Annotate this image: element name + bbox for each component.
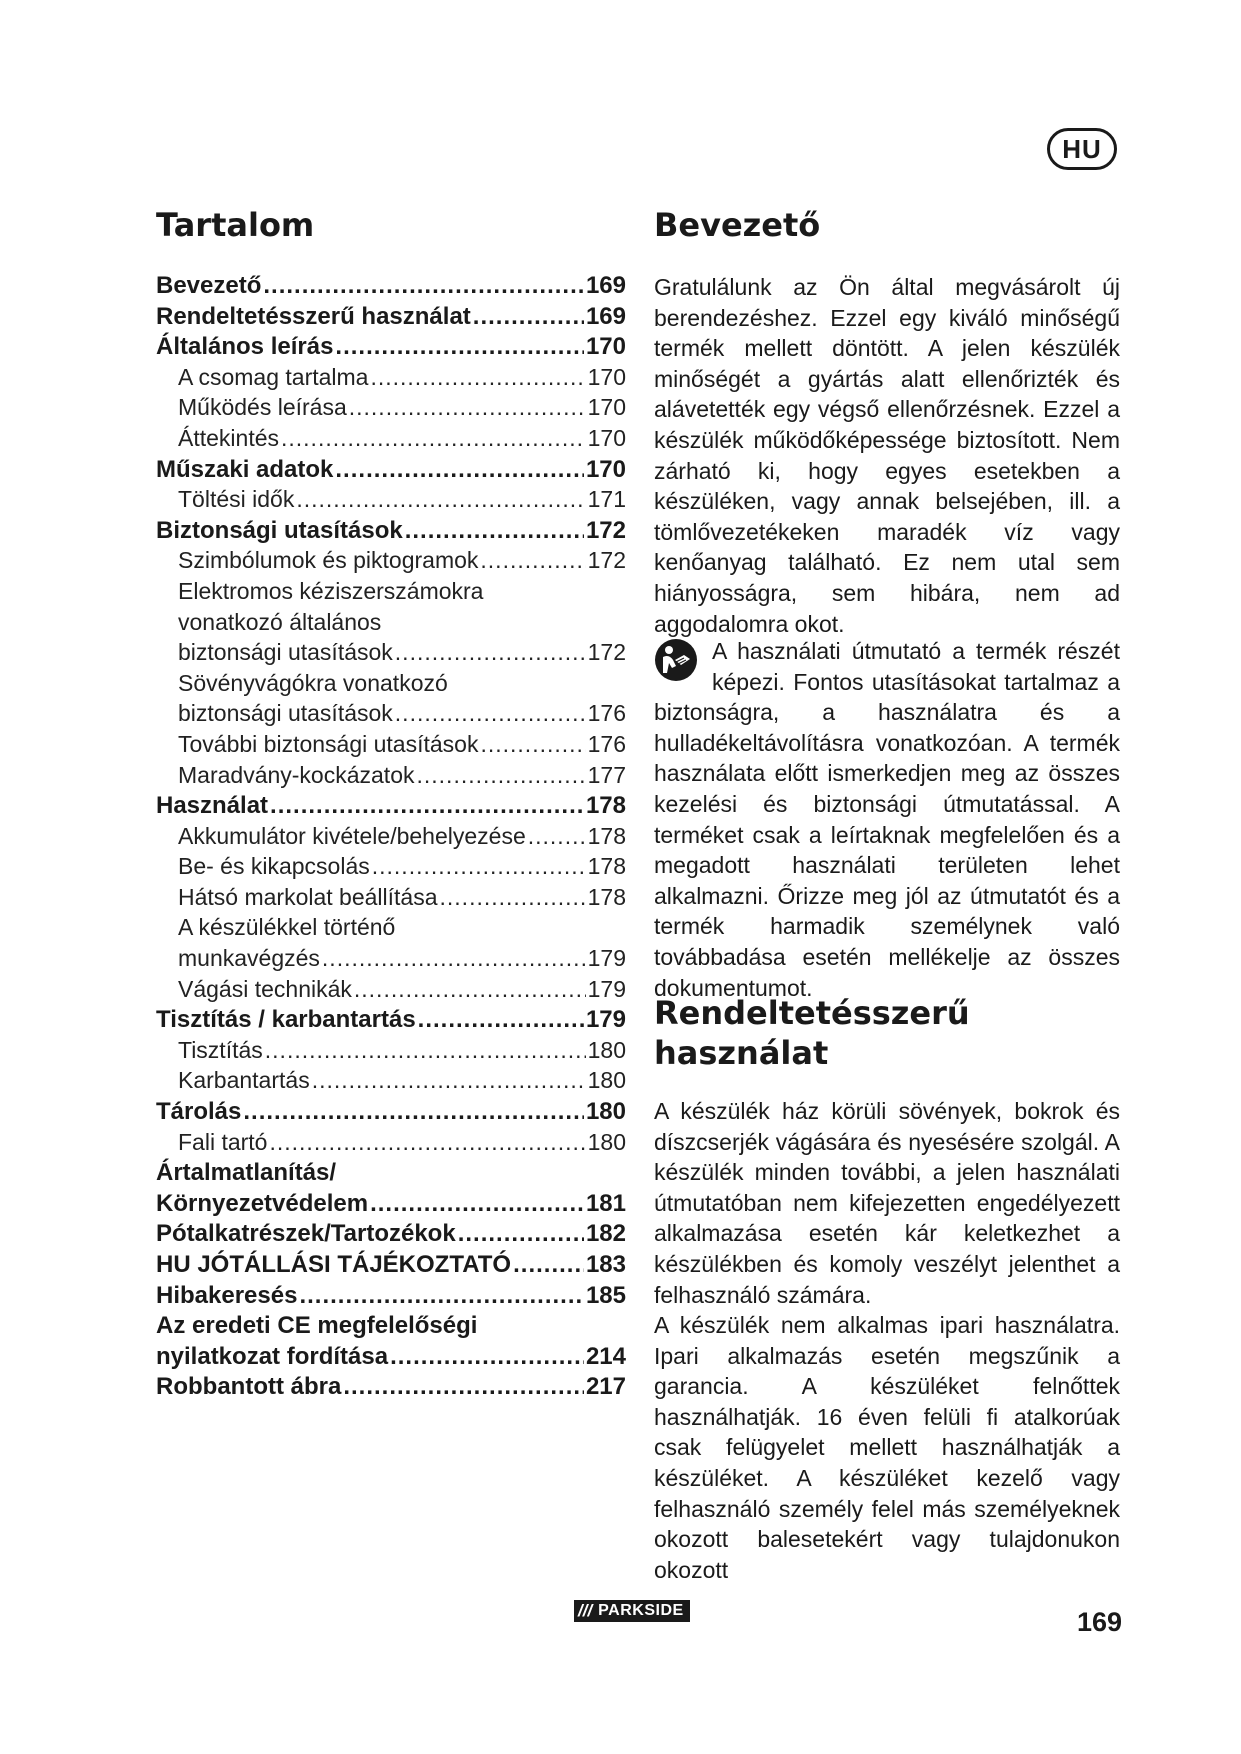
toc-entry [156,547,626,578]
toc-entry-text: Pótalkatrészek/Tartozékok [156,1220,456,1248]
toc-leader-dots [312,1067,586,1094]
toc-entry-page: 178 [587,853,626,880]
toc-entry [156,394,626,425]
toc-leader-dots [395,700,586,727]
toc-entry-text: munkavégzés [178,945,320,972]
toc-entry-page: 180 [587,1067,626,1094]
toc-entry [156,823,626,854]
toc-leader-dots [296,486,585,513]
toc-entry-page: 178 [585,792,626,820]
toc-entry [156,609,626,640]
toc-entry-page: 176 [587,700,626,727]
intended-use-title: Rendeltetésszerű használat [654,994,970,1072]
toc-leader-dots [418,1006,584,1034]
language-badge: HU [1047,128,1117,170]
toc-leader-dots [528,823,586,850]
toc-entry [156,1312,626,1343]
toc-entry-text: biztonsági utasítások [178,700,393,727]
toc-entry [156,914,626,945]
read-manual-icon [654,638,698,682]
toc-leader-dots [243,1098,584,1126]
toc-entry-page: 180 [587,1036,626,1063]
toc-entry-text: Ártalmatlanítás/ [156,1159,337,1187]
intended-use-paragraph-2-text: A készülék nem alkalmas ipari használatra. Ipari alkalmazás esetén megszűnik a garancia. A készüléket felnőttek használhatják. 16 éven felüli fi atalkorúak csak felügyelet mellett használhatják a készüléket. A készüléket kezelő vagy felhasználó személy felel más személyeknek okozott balesetekért vagy tulajdonukon okozott [654,1312,1120,1583]
toc-leader-dots [322,945,586,972]
toc-entry-page: 170 [585,455,626,483]
toc-entry [156,578,626,609]
toc-entry [156,1129,626,1160]
toc-leader-dots [480,731,585,758]
toc-entry-page: 170 [587,424,626,451]
toc-entry [156,884,626,915]
intended-use-paragraph-1 [654,1096,1120,1310]
toc-entry [156,303,626,334]
toc-entry [156,456,626,487]
toc-entry-text: További biztonsági utasítások [178,730,479,757]
toc-entry [156,486,626,517]
toc-entry [156,1037,626,1068]
toc-entry [156,1006,626,1037]
toc-entry-text: Az eredeti CE megfelelőségi [156,1312,478,1340]
toc-entry-text: Karbantartás [178,1067,310,1094]
toc-entry-text: Hátsó markolat beállítása [178,883,438,910]
toc-title: Tartalom [156,206,315,244]
toc-entry-page: 214 [585,1342,626,1370]
toc-entry-page: 217 [585,1373,626,1401]
toc-entry-page: 180 [587,1128,626,1155]
intro-paragraph [654,272,1120,639]
intended-use-paragraph-1-text: A készülék ház körüli sövények, bokrok és díszcserjék vágására és nyesésére szolgál. A készülék minden további, a jelen használati útmutatóban nem kifejezetten engedélyezett alkalmazása esetén kár keletkezhet a készülékben és komoly veszélyt jelenthet a felhasználó számára. [654,1098,1120,1308]
toc-entry-text: Hibakeresés [156,1281,298,1309]
toc-leader-dots [299,1282,584,1310]
toc-entry-text: Tárolás [156,1098,242,1126]
toc-entry [156,364,626,395]
toc-entry-text: Töltési idők [178,486,295,513]
manual-note-text: A használati útmutató a termék részét képezi. Fontos utasításokat tartalmaz a biztonságra, a használatra és a hulladékeltávolításra vonatkozóan. A termék használata előtt ismerkedjen meg az összes kezelési és biztonsági útmutatással. A terméket csak a leírtaknak megfelelően és a megadott használati területen lehet alkalmazni. Őrizze meg jól az útmutatót és a termék harmadik személynek való továbbadása esetén mellékelje az összes dokumentumot. [654,638,1120,1001]
toc-leader-dots [417,762,586,789]
table-of-contents [156,272,626,1404]
intended-use-paragraph-2 [654,1310,1120,1585]
toc-leader-dots [263,272,584,300]
page-number: 169 [1077,1607,1123,1637]
toc-entry-text: Bevezető [156,272,262,299]
toc-entry-text: nyilatkozat fordítása [156,1342,389,1370]
toc-entry-page: 171 [587,486,626,513]
toc-entry [156,976,626,1007]
toc-leader-dots [269,1129,585,1156]
toc-leader-dots [473,303,584,331]
toc-leader-dots [265,1037,586,1064]
toc-entry [156,853,626,884]
toc-entry-text: Műszaki adatok [156,455,334,483]
toc-leader-dots [370,364,585,391]
toc-entry-page: 179 [587,945,626,972]
toc-entry-text: Tisztítás / karbantartás [156,1006,416,1034]
toc-entry-text: Be- és kikapcsolás [178,853,370,880]
toc-entry-text: Áttekintés [178,424,279,451]
toc-entry-page: 170 [587,363,626,390]
toc-entry [156,1282,626,1313]
toc-entry-text: Fali tartó [178,1128,268,1155]
toc-entry-page: 172 [585,516,626,544]
toc-entry-text: Szimbólumok és piktogramok [178,547,479,574]
toc-entry [156,1098,626,1129]
toc-entry-page: 183 [585,1251,626,1278]
toc-leader-dots [513,1251,584,1279]
toc-leader-dots [480,547,585,574]
toc-entry [156,1220,626,1251]
toc-entry-page: 180 [585,1098,626,1126]
toc-leader-dots [343,1373,584,1401]
toc-entry [156,792,626,823]
toc-leader-dots [405,517,584,545]
toc-entry-page: 185 [585,1281,626,1309]
toc-entry-text: Tisztítás [178,1036,263,1063]
toc-leader-dots [440,884,586,911]
toc-leader-dots [390,1343,584,1371]
toc-entry-page: 169 [585,272,626,299]
parkside-logo [574,1600,690,1622]
toc-entry-page: 179 [587,975,626,1002]
intro-title: Bevezető [654,206,821,244]
toc-entry-page: 178 [587,883,626,910]
toc-leader-dots [335,456,584,484]
toc-entry [156,1190,626,1221]
toc-entry [156,517,626,548]
toc-entry-text: vonatkozó általános [178,608,382,635]
toc-leader-dots [458,1220,584,1248]
toc-entry [156,670,626,701]
toc-entry-page: 170 [587,394,626,421]
toc-entry [156,700,626,731]
toc-entry-page: 178 [587,822,626,849]
logo-slashes: /// [574,1600,596,1622]
toc-entry [156,425,626,456]
toc-entry-text: A csomag tartalma [178,363,369,390]
toc-entry-page: 177 [587,761,626,788]
manual-note [654,636,1120,1003]
toc-entry [156,945,626,976]
toc-leader-dots [395,639,586,666]
intro-paragraph-text: Gratulálunk az Ön által megvásárolt új berendezéshez. Ezzel egy kiváló minőségű termék mellett döntött. A jelen készülék minőségét a gyártás alatt ellenőrizték és alávetették egy végső ellenőrzésnek. Ezzel a készülék működőképessége biztosított. Nem zárható ki, hogy egyes esetekben a készüléken, vagy annak belsejében, ill. a tömlővezetékeken maradék víz vagy kenőanyag található. Ez nem utal sem hiányosságra, sem hibára, nem ad aggodalomra okot. [654,274,1120,637]
toc-leader-dots [349,394,586,421]
toc-entry-text: Maradvány-kockázatok [178,761,415,788]
toc-entry-page: 181 [585,1189,626,1217]
toc-entry [156,1159,626,1190]
toc-entry-text: Működés leírása [178,394,347,421]
toc-entry-text: Környezetvédelem [156,1189,369,1217]
toc-entry-text: biztonsági utasítások [178,639,393,666]
toc-leader-dots [281,425,586,452]
toc-entry [156,731,626,762]
toc-leader-dots [354,976,586,1003]
toc-entry [156,1251,626,1282]
toc-entry [156,762,626,793]
toc-entry-text: Akkumulátor kivétele/behelyezése [178,822,526,849]
toc-entry-text: Sövényvágókra vonatkozó [178,669,448,696]
toc-entry [156,333,626,364]
toc-leader-dots [335,333,584,361]
toc-leader-dots [370,1190,584,1218]
toc-entry [156,1373,626,1404]
toc-entry-text: Biztonsági utasítások [156,516,403,544]
toc-leader-dots [372,853,586,880]
toc-entry-text: Vágási technikák [178,975,352,1002]
toc-entry-page: 176 [587,730,626,757]
toc-entry-text: Általános leírás [156,333,334,361]
toc-entry-text: Robbantott ábra [156,1373,342,1401]
toc-entry-page: 179 [585,1006,626,1034]
toc-leader-dots [270,792,584,820]
toc-entry-page: 172 [587,547,626,574]
toc-entry [156,1343,626,1374]
toc-entry-text: HU JÓTÁLLÁSI TÁJÉKOZTATÓ [156,1251,512,1278]
toc-entry-text: A készülékkel történő [178,914,396,941]
logo-brand: PARKSIDE [598,1602,684,1619]
toc-entry [156,639,626,670]
toc-entry-page: 169 [585,302,626,330]
toc-entry [156,1067,626,1098]
toc-entry-text: Rendeltetésszerű használat [156,302,471,330]
toc-entry-text: Használat [156,792,269,820]
toc-entry-text: Elektromos kéziszerszámokra [178,577,484,604]
toc-entry [156,272,626,303]
toc-entry-page: 182 [585,1220,626,1248]
toc-entry-page: 172 [587,639,626,666]
toc-entry-page: 170 [585,333,626,361]
